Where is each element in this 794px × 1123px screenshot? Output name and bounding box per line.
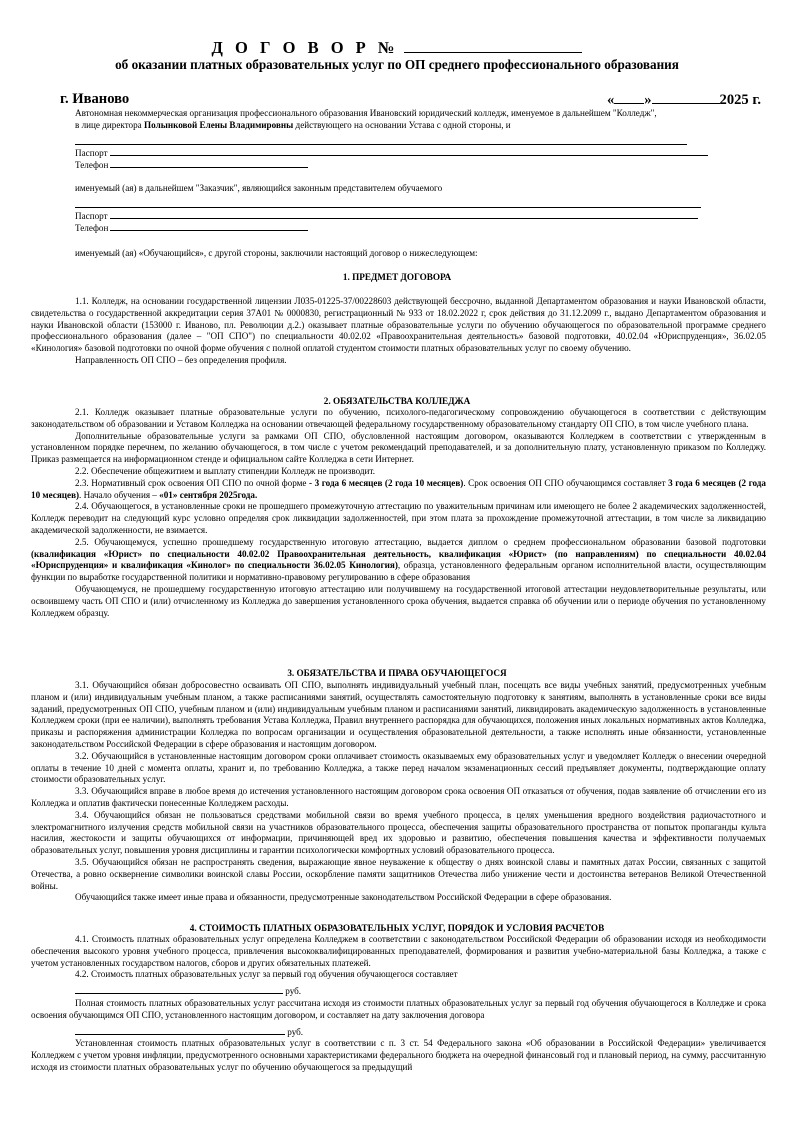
section-1-title: 1. ПРЕДМЕТ ДОГОВОРА: [342, 272, 452, 282]
clause-3-2: 3.2. Обучающийся в установленные настоящим договором сроки оплачивает стоимость оказываемых ему образовательных услуг и уведомляет Колледж о внесении очередной оплаты в течение 10 дней с момента оплаты, хранит и, по требованию Колледжа, а также перед началом экзаменационных сессий предъявляет документы, подтверждающие оплату стоимости образовательных услуг.: [31, 750, 766, 785]
customer-phone-label: Телефон: [75, 160, 109, 170]
contract-title-text: Д О Г О В О Р №: [211, 38, 399, 57]
date-mid: »: [644, 92, 652, 108]
clause-2-5-a: 2.5. Обучающемуся, успешно прошедшему государственную итоговую аттестацию, выдается диплом о среднем профессиональном образовании базовой подготовки: [75, 536, 766, 547]
intro-director-prefix: в лице директора: [75, 119, 145, 130]
section-3-title: 3. ОБЯЗАТЕЛЬСТВА И ПРАВА ОБУЧАЮЩЕГОСЯ: [287, 668, 507, 678]
clause-2-3-c: . Срок освоения ОП СПО обучающимся составляет: [463, 477, 669, 488]
clause-4-2-indexation: Установленная стоимость платных образовательных услуг в соответствии с п. 3 ст. 54 Федерального закона «Об образовании в Российской Федерации» увеличивается Колледжем с учетом уровня инфляции, предусмотренного основными характеристиками федерального бюджета на очередной финансовый год и плановый период, на сумму, рассчитанную исходя из стоимости платных образовательных услуг по обучению обучающегося за предыдущий: [31, 1038, 766, 1072]
clause-2-certificate: Обучающемуся, не прошедшему государственную итоговую аттестацию или получившему на государственной итоговой аттестации неудовлетворительные результаты, или освоившему часть ОП СПО и (или) отчисленному из Колледжа до завершения установленного срока обучения, выдается справка об обучении или о периоде обучения по установленному Колледжем образцу.: [31, 583, 766, 618]
clause-3-rights: Обучающийся также имеет иные права и обязанности, предусмотренные законодательством Российской Федерации в сфере образования.: [75, 892, 612, 903]
clause-3-3: 3.3. Обучающийся вправе в любое время до истечения установленного настоящим договором срока освоения ОП отказаться от обучения, подав заявление об отчислении его из Колледжа и оплатив фактически понесенные Колледжем расходы.: [31, 786, 766, 808]
customer-passport: [75, 147, 708, 159]
clause-2-1: 2.1. Колледж оказывает платные образовательные услуги по обучению, психолого-педагогическому сопровождению обучающегося в соответствии с действующим законодательством об образовании и Уставом Колледжа на основании отвечающей федеральному государственному образовательному стандарту ОП СПО, в том числе учебного плана.: [31, 407, 766, 429]
intro-block: [31, 108, 766, 132]
clause-2-3-f: «01» сентября 2025года.: [159, 489, 258, 500]
contract-title: [0, 38, 794, 58]
intro-line-2: [31, 120, 766, 132]
customer-phone-line: [110, 159, 308, 168]
date-year: 2025 г.: [719, 92, 761, 108]
full-cost-line: [75, 1026, 285, 1035]
clause-2-3-d: 3 года 6 месяцев (2 года 10 месяцев): [31, 477, 766, 500]
customer-passport-line: [110, 147, 708, 156]
full-cost: [31, 1026, 766, 1039]
clause-2-3-a: 2.3. Нормативный срок освоения ОП СПО по очной форме: [75, 477, 310, 488]
student-name-line: [75, 207, 701, 208]
clause-2-3: [31, 478, 766, 502]
section-1-body: [31, 296, 766, 367]
intro-line-1: Автономная некоммерческая организация профессионального образования Ивановский юридический колледж, именуемое в дальнейшем "Колледж",: [75, 108, 657, 118]
intro-suffix: действующего на основании Устава с одной стороны, и: [293, 119, 511, 130]
clause-2-5: [31, 537, 766, 584]
director-name: Полынковой Елены Владимировны: [144, 119, 294, 130]
clause-1-1: 1.1. Колледж, на основании государственной лицензии Л035-01225-37/00228603 действующей бессрочно, выданной Департаментом образования и науки Ивановской области, свидетельства о государственной аккредитации серия 37А01 № 0000830, регистрационный № 933 от 18.02.2022 г, срок действия до 31.12.2099 г., выдано Департаментом образования и науки Ивановской области (153000 г. Иваново, пл. Революции д.2.) оказывает платные образовательные услуги по обучению обучающегося по образовательной программе среднего профессионального образования (далее – "ОП СПО") по специальности 40.02.02 «Правоохранительная деятельность» базовой подготовки, 40.02.04 «Юриспруденция», 36.02.05 «Кинология» базовой подготовки по очной форме обучения с полной оплатой студентом стоимости платных образовательных услуг по своему обучению.: [31, 296, 766, 354]
student-named: именуемый (ая) «Обучающийся», с другой стороны, заключили настоящий договор о нижеследующем:: [75, 248, 478, 258]
section-2-body: [31, 407, 766, 619]
first-year-cost-line: [75, 985, 283, 994]
customer-named: именуемый (ая) в дальнейшем "Заказчик", являющийся законным представителем обучаемого: [75, 183, 443, 193]
clause-3-1: 3.1. Обучающийся обязан добросовестно осваивать ОП СПО, выполнять индивидуальный учебный план, посещать все виды учебных занятий, предусмотренных учебным планом и (или) индивидуальным учебным планом, а также расписаниями занятий, осуществлять самостоятельную подготовку к занятиям, выполнять в установленные сроки все виды заданий, предусмотренных ОП СПО, учебным планом и (или) индивидуальным учебным планом и расписаниями занятий, ликвидировать академическую задолженность в установленные Колледжем сроки (при ее наличии), выполнять требования Устава Колледжа, Правил внутреннего распорядка для обучающихся, положения иных локальных нормативных актов Колледжа, приказы и распоряжения администрации Колледжа по вопросам организации и осуществления образовательной деятельности, а также исполнять иные обязанности, установленные законодательством Российской Федерации в сфере образования и настоящим договором.: [31, 680, 766, 749]
contract-date: [607, 91, 761, 109]
clause-2-5-b: (квалификация «Юрист» по специальности 40.02.02 Правоохранительная деятельность, квалификация «Юрист» (по направлениям) по специальности 40.02.04 «Юриспруденция» и квалификация «Кинолог» по специальности 36.02.05 Кинология): [31, 548, 766, 571]
month-line: [652, 91, 720, 104]
clause-4-1: 4.1. Стоимость платных образовательных услуг определена Колледжем в соответствии с законодательством Российской Федерации об образовании исходя из необходимости обеспечения высокого уровня учебного процесса, привлечения высококвалифицированных преподавателей, формирования и развития учебно-материальной базы Колледжа, а также с учетом установленных государством налогов, сборов и других обязательных платежей.: [31, 934, 766, 968]
clause-4-2: 4.2. Стоимость платных образовательных услуг за первый год обучения обучающегося составляет: [75, 969, 458, 980]
customer-name-line: [75, 144, 687, 145]
city: г. Иваново: [60, 91, 130, 107]
student-passport-line: [110, 210, 698, 219]
section-3-body: [31, 680, 766, 904]
contract-number-line: [404, 38, 582, 53]
clause-3-4: 3.4. Обучающийся обязан не пользоваться средствами мобильной связи во время учебного процесса, в целях уменьшения вредного воздействия радиочастотного и электромагнитного излучения средств мобильной связи на участников образовательного процесса, обеспечения защиты образовательного пространства от попыток пропаганды культа насилия, жестокости и защиты обучающихся от информации, причиняющей вред их здоровью и развитию, обеспечения повышения качества и эффективности получаемых образовательных услуг, повышения уровня дисциплины и гарантии психологически комфортных условий образовательного процесса.: [31, 809, 766, 856]
first-year-cost: [31, 985, 766, 998]
section-4-title: 4. СТОИМОСТЬ ПЛАТНЫХ ОБРАЗОВАТЕЛЬНЫХ УСЛУГ, ПОРЯДОК И УСЛОВИЯ РАСЧЕТОВ: [189, 923, 605, 933]
student-phone-label: Телефон: [75, 223, 109, 233]
clause-2-1-extra: Дополнительные образовательные услуги за рамками ОП СПО, обусловленной настоящим договором, оказываются Колледжем в соответствии с утвержденным в установленном порядке перечнем, по желанию обучающегося, в том числе с учетом рекомендаций преподавателей, и за дополнительную плату, установленную приказом по Колледжу. Приказ размещается на информационном стенде и официальном сайте Колледжа в сети Интернет.: [31, 430, 766, 465]
full-cost-rub: руб.: [287, 1026, 304, 1037]
first-year-rub: руб.: [285, 986, 302, 997]
section-4-body: [31, 934, 766, 1074]
day-line: [614, 91, 644, 104]
clause-2-5-c: , образца, установленного федеральным органом исполнительной власти, осуществляющим функции по выработке государственной политики и нормативно-правовому регулированию в сфере образования: [31, 560, 766, 583]
clause-2-2: 2.2. Обеспечение общежитием и выплату стипендии Колледж не производит.: [75, 465, 375, 476]
clause-3-5: 3.5. Обучающийся обязан не распространять сведения, выражающие явное неуважение к обществу о днях воинской славы и памятных датах России, связанных с защитой Отечества, а ровно осквернение символики воинской славы России, оскорбление памяти защитников Отечества либо унижение чести и достоинства ветеранов Великой Отечественной войны.: [31, 856, 766, 891]
clause-2-3-e: . Начало обучения –: [79, 489, 160, 500]
clause-2-4: 2.4. Обучающегося, в установленные сроки не прошедшего промежуточную аттестацию по уважительным причинам или имеющего не более 2 академических задолженностей, Колледж переводит на следующий курс условно определяя срок ликвидации задолженностей, при этом плата за прохождение промежуточной аттестации, в том числе за ликвидацию академической задолженности, не взимается.: [31, 501, 766, 535]
date-open: «: [606, 92, 615, 108]
student-passport-label: Паспорт: [75, 211, 108, 221]
clause-4-2-full: Полная стоимость платных образовательных услуг рассчитана исходя из стоимости платных образовательных услуг за первый год обучения обучающегося в Колледже и срока освоения обучающимся ОП СПО, установленного настоящим договором, и составляет на дату заключения договора: [31, 997, 766, 1020]
clause-1-direction: Направленность ОП СПО – без определения профиля.: [75, 354, 287, 365]
customer-passport-label: Паспорт: [75, 148, 108, 158]
customer-phone: [75, 159, 308, 171]
student-phone: [75, 222, 308, 234]
clause-2-3-b: - 3 года 6 месяцев (2 года 10 месяцев): [309, 477, 464, 488]
section-2-title: 2. ОБЯЗАТЕЛЬСТВА КОЛЛЕДЖА: [323, 396, 471, 406]
student-phone-line: [110, 222, 308, 231]
student-passport: [75, 210, 698, 222]
contract-subtitle: об оказании платных образовательных услуг по ОП среднего профессионального образования: [115, 57, 679, 72]
